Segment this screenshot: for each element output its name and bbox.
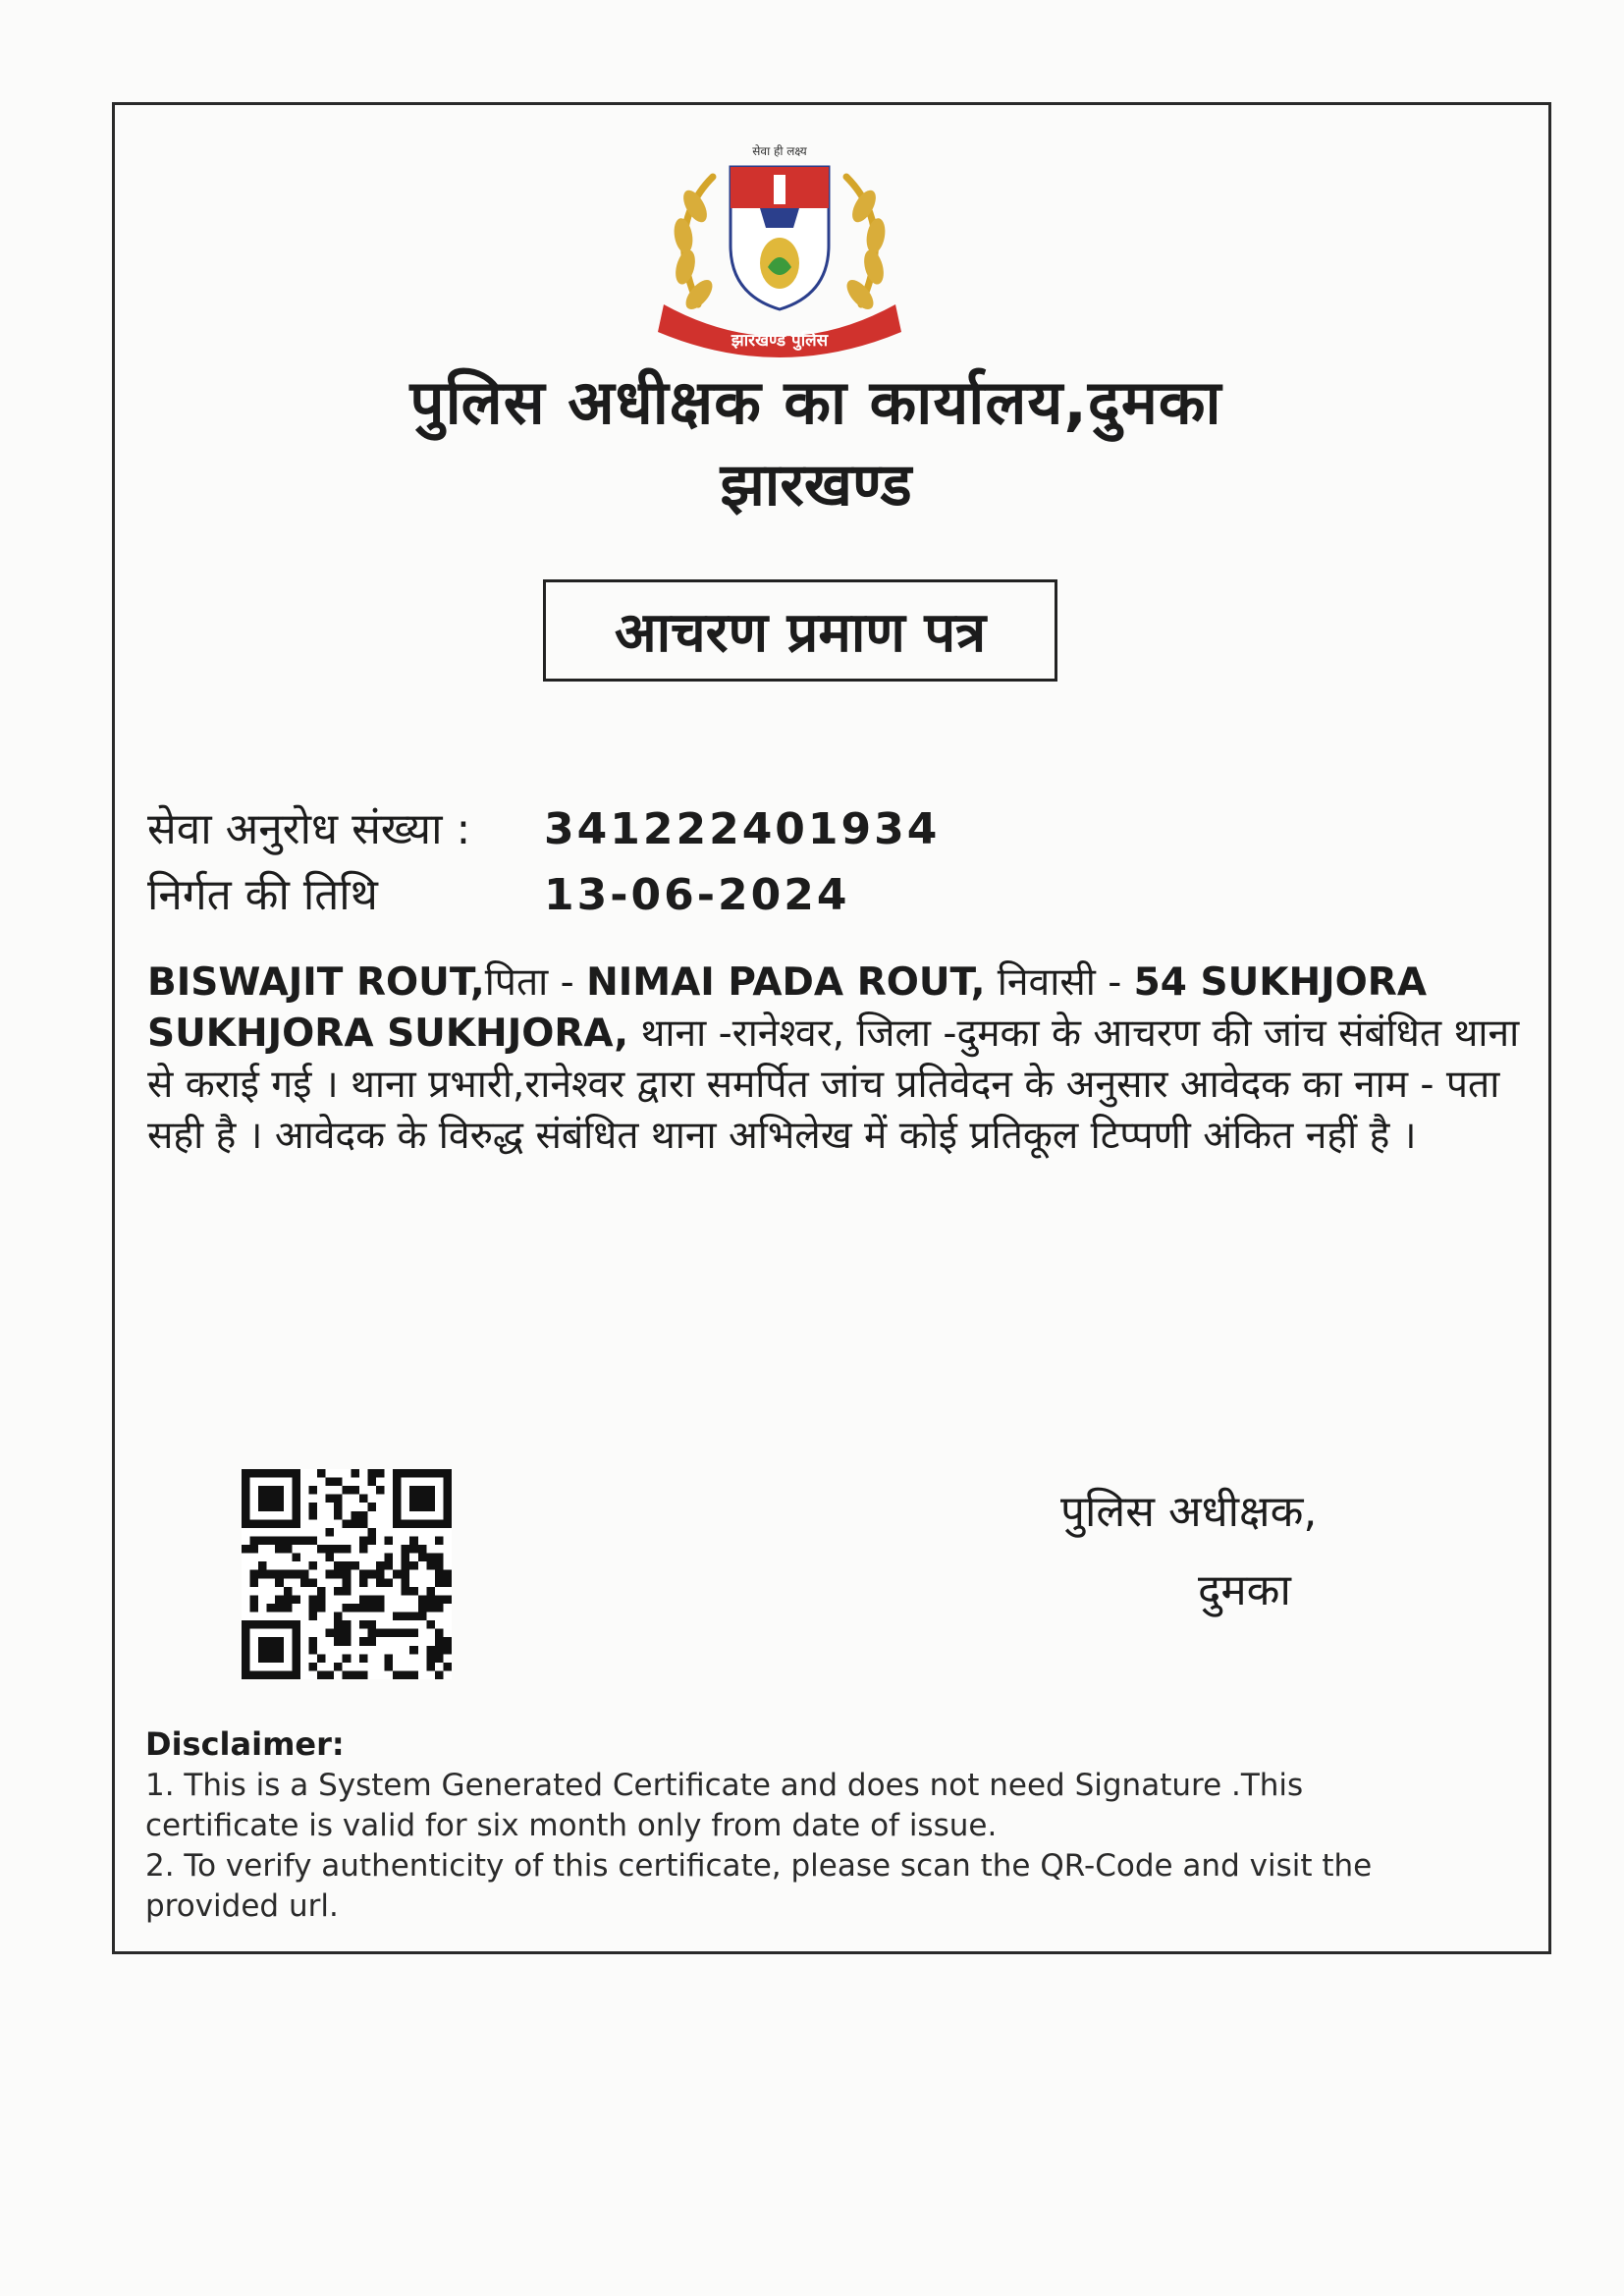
verification-qr-code[interactable] <box>242 1469 452 1679</box>
disclaimer-heading: Disclaimer: <box>145 1725 345 1763</box>
resident-label: निवासी - <box>985 960 1134 1005</box>
signatory-district: दुमका <box>1198 1565 1291 1615</box>
signatory-block <box>1060 1473 1317 1630</box>
jharkhand-police-emblem <box>644 137 915 373</box>
service-request-row <box>147 800 940 859</box>
service-request-number: 341222401934 <box>544 804 941 854</box>
emblem-ribbon-text: झारखण्ड पुलिस <box>731 331 829 351</box>
father-label: पिता - <box>484 960 587 1005</box>
applicant-address: 54 SUKHJORA SUKHJORA SUKHJORA, <box>147 960 1428 1056</box>
certificate-body <box>147 957 1532 1162</box>
issue-date-value: 13-06-2024 <box>544 870 850 920</box>
issue-date-label: निर्गत की तिथि <box>147 870 378 920</box>
emblem-motto: सेवा ही लक्ष्य <box>752 144 807 158</box>
disclaimer-item: 1. This is a System Generated Certificate and does not need Signature .This certificate is valid for six month only from date of issue. <box>145 1768 1304 1843</box>
disclaimer-item: 2. To verify authenticity of this certificate, please scan the QR-Code and visit the provided url. <box>145 1848 1373 1924</box>
certificate-statement: थाना -रानेश्वर, जिला -दुमका के आचरण की जांच संबंधित थाना से कराई गई । थाना प्रभारी,रानेश्वर द्वारा समर्पित जांच प्रतिवेदन के अनुसार आवेदक का नाम - पता सही है । आवेदक के विरुद्ध संबंधित थाना अभिलेख में कोई प्रतिकूल टिप्पणी अंकित नहीं है । <box>147 1011 1520 1158</box>
father-name: NIMAI PADA ROUT, <box>586 960 986 1005</box>
issue-date-row <box>147 866 849 925</box>
certificate-title: आचरण प्रमाण पत्र <box>543 579 1057 682</box>
service-request-label: सेवा अनुरोध संख्या : <box>147 804 471 854</box>
applicant-name: BISWAJIT ROUT, <box>147 960 485 1005</box>
signatory-designation: पुलिस अधीक्षक, <box>1060 1487 1318 1537</box>
office-title: पुलिस अधीक्षक का कार्यालय,दुमका <box>409 366 1222 438</box>
disclaimer-text <box>145 1766 1422 1927</box>
state-title: झारखण्ड <box>720 451 912 519</box>
